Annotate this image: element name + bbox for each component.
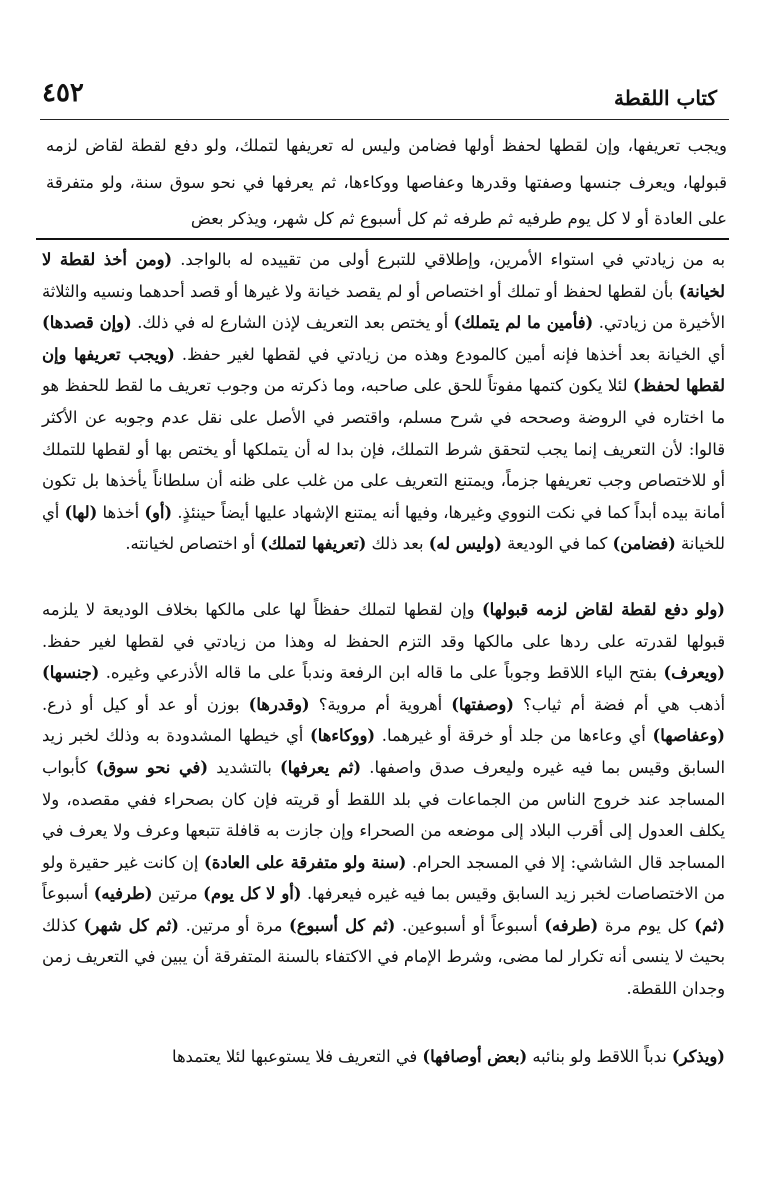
bold-phrase: (ويعرف) bbox=[663, 663, 725, 683]
bold-phrase: (جنسها) bbox=[42, 663, 100, 683]
header-rule bbox=[40, 119, 729, 120]
text-segment: في التعريف فلا يستوعبها لئلا يعتمدها bbox=[171, 1046, 423, 1066]
text-segment: بالتشديد bbox=[208, 757, 280, 777]
bold-phrase: (وقدرها) bbox=[248, 694, 310, 714]
bold-phrase: (ويذكر) bbox=[671, 1046, 725, 1066]
bold-phrase: (وليس له) bbox=[428, 534, 502, 554]
text-segment: أخذها bbox=[97, 502, 145, 522]
text-segment: أهروية أم مروية؟ bbox=[309, 694, 452, 714]
text-segment: كذلك بحيث لا ينسى أنه تكرار لما مضى، وشرط الإمام في الاكتفاء بالسنة المتفرقة أن يبين في التعريف زمن وجدان اللقطة. bbox=[42, 915, 725, 999]
text-segment: أي وعاءها من جلد أو خرقة أو غيرهما. bbox=[375, 726, 653, 746]
bold-phrase: (ثم كل أسبوع) bbox=[289, 915, 396, 935]
text-segment: بأن لقطها لحفظ أو تملك أو اختصاص أو لم يقصد خيانة ولا غيرها أو قصد أحدهما ونسيه والثلاثة الأخيرة من زيادتي. bbox=[42, 281, 725, 333]
text-segment: كما في الوديعة bbox=[501, 534, 613, 554]
bold-phrase: (وصفتها) bbox=[451, 694, 514, 714]
text-segment: إن كانت غير حقيرة ولو من الاختصاصات لخبر زيد السابق وقيس بما فيه غيره فيعرفها. bbox=[42, 852, 725, 904]
text-segment: لئلا يكون كتمها مفوتاً للحق على صاحبه، وما ذكرته من وجوب تعريف ما لقط للحفظ هو ما اختاره في الروضة وصححه في شرح مسلم، واقتصر في الأصل على نقل عدم وجوبه عن الأكثر قالوا: لأن التعريف إنما يجب لتحقق شرط التملك، فإن بدا له أن يتملكها أو يختص بها أو لقطها للتملك أو للاختصاص وجب تعريفها جزماً، ويمتنع التعريف على من غلب على ظنه أن سلطاناً يأخذها بل تكون أمانة بيده أبداً كما في نكت النووي وغيرها، وفيها أنه يمتنع الإشهاد عليها أيضاً حينئذٍ. bbox=[42, 376, 725, 522]
bold-phrase: (ثم يعرفها) bbox=[279, 757, 362, 777]
bold-phrase: (ثم كل شهر) bbox=[83, 915, 179, 935]
text-segment: مرتين bbox=[152, 884, 204, 904]
text-segment: به من زيادتي في استواء الأمرين، وإطلاقي للتبرع أولى من تقييده له بالواجد. bbox=[172, 250, 725, 269]
bold-phrase: (لها) bbox=[64, 502, 98, 522]
bold-phrase: (سنة ولو متفرقة على العادة) bbox=[203, 852, 407, 872]
text-segment: ندباً اللاقط ولو بنائبه bbox=[527, 1046, 672, 1066]
text-segment: وإن لقطها لتملك حفظاً لها على مالكها بخلاف الوديعة لا يلزمه قبولها لقدرته على ردها على مالكها وقد التزم الحفظ له وهذا من زيادتي في لقطها لغير حفظ. bbox=[42, 599, 725, 651]
text-segment: أو يختص بعد التعريف لإذن الشارع له في ذلك. bbox=[131, 313, 454, 333]
text-segment: أو اختصاص لخيانته. bbox=[125, 534, 261, 554]
bold-phrase: (طرفيه) bbox=[93, 884, 153, 904]
text-segment: أسبوعاً أو أسبوعين. bbox=[395, 915, 545, 935]
bold-phrase: (ووكاءها) bbox=[310, 726, 376, 746]
page-header bbox=[36, 76, 729, 116]
bold-phrase: (ويجب تعريفها وإن لقطها لحفظ) bbox=[42, 344, 725, 396]
text-segment: بفتح الياء اللاقط وجوباً على ما قاله ابن الرفعة وندباً على ما قاله الأذرعي وغيره. bbox=[99, 663, 664, 683]
text-segment: مرة أو مرتين. bbox=[178, 915, 289, 935]
commentary bbox=[42, 244, 725, 1072]
text-segment: بوزن أو عد أو كيل أو ذرع. bbox=[42, 694, 249, 714]
separator-rule bbox=[36, 238, 729, 240]
text-segment: أي للخيانة bbox=[42, 502, 725, 554]
bold-phrase: (فأمين ما لم يتملك) bbox=[453, 313, 594, 333]
chapter-title: كتاب اللقطة bbox=[614, 86, 717, 110]
text-segment: أي خيطها المشدودة به وذلك لخبر زيد السابق وقيس بما فيه غيره وليعرف صدق واصفها. bbox=[42, 726, 726, 777]
bold-phrase: (أو) bbox=[144, 502, 173, 522]
bold-phrase: (تعريفها لتملك) bbox=[260, 534, 367, 554]
bold-phrase: (طرفه) bbox=[544, 915, 599, 935]
bold-phrase: (في نحو سوق) bbox=[95, 757, 209, 777]
commentary-paragraph-2 bbox=[42, 594, 725, 1005]
text-segment: أذهب هي أم فضة أم ثياب؟ bbox=[513, 694, 725, 714]
main-text: ويجب تعريفها، وإن لقطها لحفظ أولها فضامن وليس له تعريفها لتملك، ولو دفع لقطة لقاض لزمه قبولها، ويعرف جنسها وصفتها وقدرها وعفاصها ووكاءها، ثم يعرفها في نحو سوق سنة، ولو متفرقة على العادة أو لا كل يوم طرفيه ثم طرفه ثم كل أسبوع ثم كل شهر، ويذكر بعض bbox=[46, 136, 727, 228]
text-segment: كل يوم مرة bbox=[598, 915, 695, 935]
bold-phrase: (ثم) bbox=[694, 915, 725, 935]
text-segment: أسبوعاً bbox=[42, 884, 94, 904]
bold-phrase: (بعض أوصافها) bbox=[422, 1046, 528, 1066]
bold-phrase: (وإن قصدها) bbox=[42, 313, 132, 333]
bold-phrase: (فضامن) bbox=[612, 534, 676, 554]
bold-phrase: (ولو دفع لقطة لقاض لزمه قبولها) bbox=[481, 599, 725, 619]
bold-phrase: (أو لا كل يوم) bbox=[203, 884, 302, 904]
text-segment: أي الخيانة بعد أخذها فإنه أمين كالمودع وهذه من زيادتي في لقطها لغير حفظ. bbox=[174, 344, 726, 364]
commentary-paragraph-3 bbox=[42, 1041, 725, 1073]
page-number: ٤٥٢ bbox=[42, 78, 84, 108]
text-segment: كأبواب المساجد عند خروج الناس من الجماعات في بلد اللقط أو قريته فإن كان بصحراء ففي مقصده، ولا يكلف العدول إلى أقرب البلاد إلى موضعه من الصحراء وإن جازت به قافلة تتبعها وعرف ولا يعرف في المساجد قال الشاشي: إلا في المسجد الحرام. bbox=[42, 757, 726, 872]
text-segment: بعد ذلك bbox=[366, 534, 429, 554]
bold-phrase: (وعفاصها) bbox=[652, 726, 726, 746]
bold-phrase: (ومن أخذ لقطة لا لخيانة) bbox=[42, 250, 725, 301]
commentary-paragraph-1 bbox=[42, 244, 725, 560]
